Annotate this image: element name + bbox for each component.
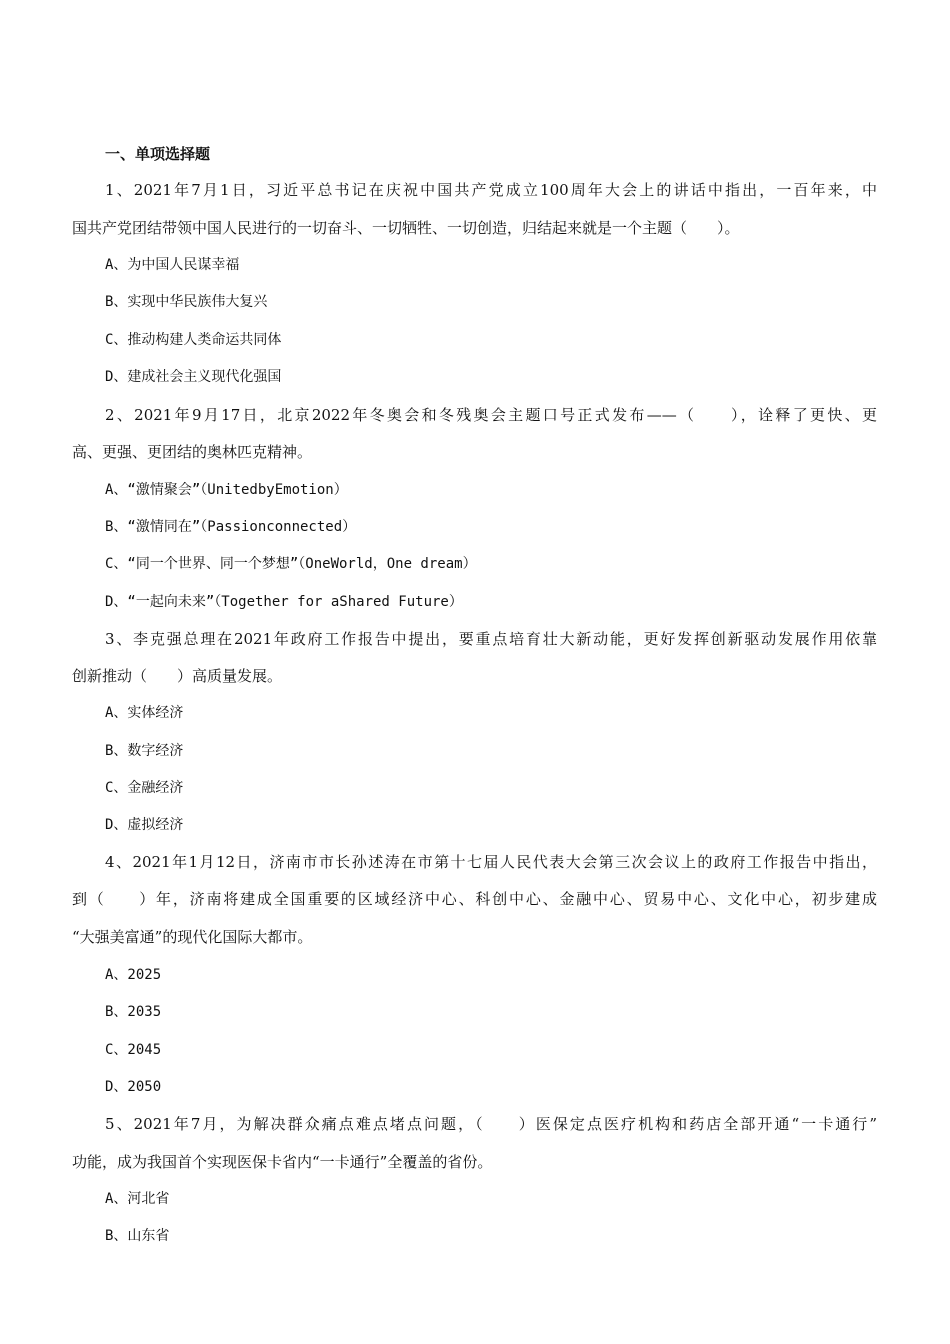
question-1-line-2: 国共产党团结带领中国人民进行的一切奋斗、一切牺牲、一切创造，归结起来就是一个主题（ ）。 — [72, 219, 740, 237]
question-4-line-3: “大强美富通”的现代化国际大都市。 — [72, 928, 313, 946]
question-2-option-b: B、“激情同在”（Passionconnected） — [105, 519, 357, 535]
question-5-line-2: 功能，成为我国首个实现医保卡省内“一卡通行”全覆盖的省份。 — [72, 1153, 493, 1171]
question-1-option-d: D、建成社会主义现代化强国 — [105, 369, 282, 385]
question-2-option-a: A、“激情聚会”（UnitedbyEmotion） — [105, 482, 348, 498]
question-1-option-a: A、为中国人民谋幸福 — [105, 257, 240, 273]
question-3-option-b: B、数字经济 — [105, 743, 184, 759]
question-4-line-2: 到（ ）年，济南将建成全国重要的区域经济中心、科创中心、金融中心、贸易中心、文化中心，初步建成 — [72, 890, 877, 908]
section-title: 一、单项选择题 — [105, 145, 211, 163]
question-1-option-c: C、推动构建人类命运共同体 — [105, 332, 282, 348]
question-4-option-c: C、2045 — [105, 1042, 162, 1058]
question-3-option-d: D、虚拟经济 — [105, 817, 184, 833]
question-5-option-a: A、河北省 — [105, 1191, 170, 1207]
question-4-option-b: B、2035 — [105, 1004, 162, 1020]
question-2-line-2: 高、更强、更团结的奥林匹克精神。 — [72, 443, 313, 461]
question-4-line-1: 4、2021年1月12日，济南市市长孙述涛在市第十七届人民代表大会第三次会议上的政府工作报告中指出， — [105, 853, 877, 871]
question-2-line-1: 2、2021年9月17日，北京2022年冬奥会和冬残奥会主题口号正式发布——（ ），诠释了更快、更 — [105, 406, 877, 424]
question-2-option-c: C、“同一个世界、同一个梦想”（OneWorld，One dream） — [105, 556, 477, 572]
question-3-line-2: 创新推动（ ）高质量发展。 — [72, 667, 283, 685]
question-4-option-d: D、2050 — [105, 1079, 162, 1095]
question-1-line-1: 1、2021年7月1日，习近平总书记在庆祝中国共产党成立100周年大会上的讲话中指出，一百年来，中 — [105, 181, 877, 199]
question-2-option-d: D、“一起向未来”（Together for aShared Future） — [105, 594, 463, 610]
question-3-option-c: C、金融经济 — [105, 780, 184, 796]
question-3-option-a: A、实体经济 — [105, 705, 184, 721]
question-5-option-b: B、山东省 — [105, 1228, 170, 1244]
question-1-option-b: B、实现中华民族伟大复兴 — [105, 294, 268, 310]
question-4-option-a: A、2025 — [105, 967, 162, 983]
question-5-line-1: 5、2021年7月，为解决群众痛点难点堵点问题，（ ）医保定点医疗机构和药店全部开通“一卡通行” — [105, 1115, 877, 1133]
question-3-line-1: 3、李克强总理在2021年政府工作报告中提出，要重点培育壮大新动能，更好发挥创新驱动发展作用依靠 — [105, 630, 877, 648]
